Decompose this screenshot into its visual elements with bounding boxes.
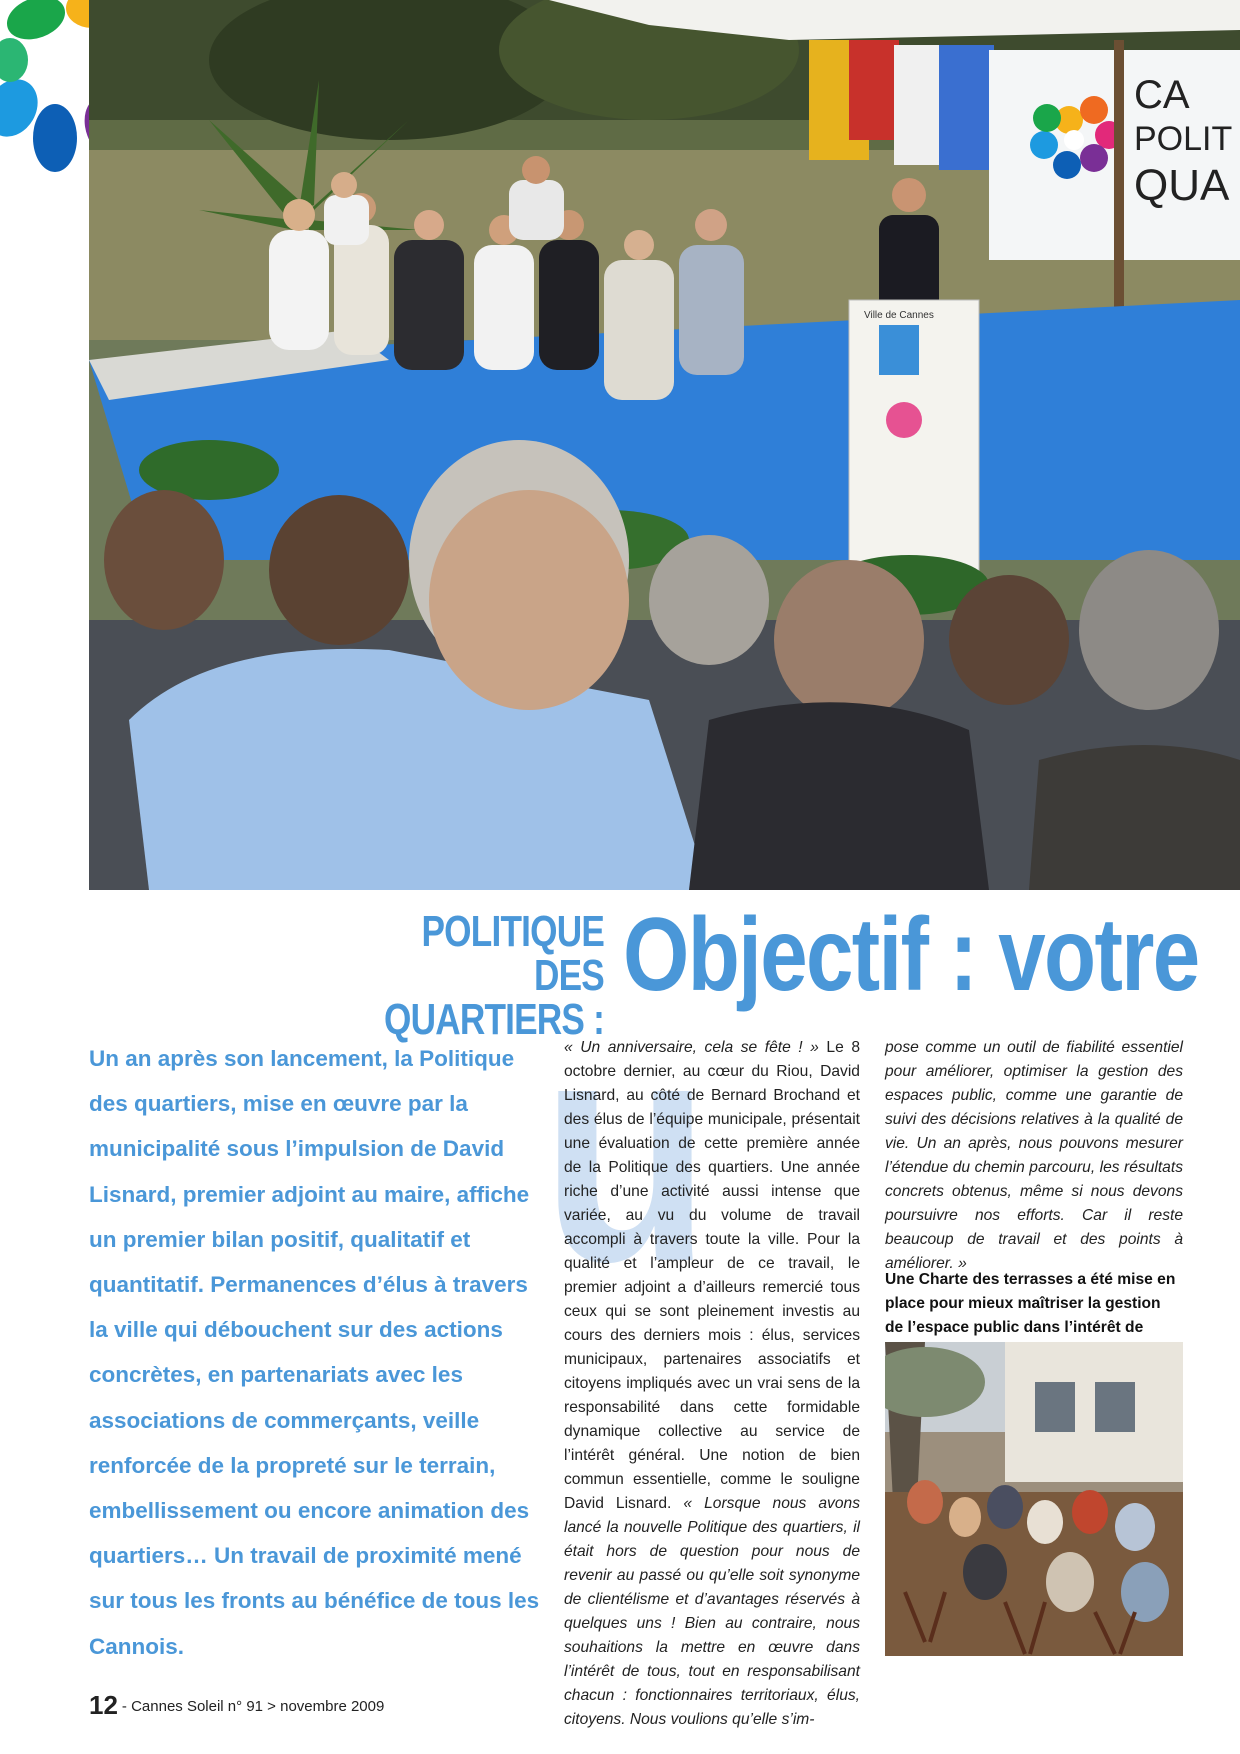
kicker-line-1: POLITIQUE DES xyxy=(421,907,604,1000)
issue-info: - Cannes Soleil n° 91 > novembre 2009 xyxy=(121,1698,385,1715)
lectern-text: Ville de Cannes xyxy=(864,310,934,321)
drop-cap-letter: u xyxy=(541,1010,711,1295)
photo-caption: Une Charte des terrasses a été mise en place pour mieux maîtriser la gestion de l’espace public dans l’intérêt de xyxy=(885,1271,1176,1336)
body-column-1 xyxy=(564,1036,860,1732)
page-title: Objectif : votre xyxy=(623,897,1199,1013)
quote-text: « Lorsque nous avons lancé la nouvelle Politique des quartiers, il était hors de question pour nous de revenir au passé ou qu’elle soit synonyme de clientélisme et d’avantages réservés à quelques uns ! Bien au contraire, nous souhaitions la mettre en œuvre dans l’intérêt de tous, tout en responsabilisant chacun : fonctionnaires territoriaux, élus, citoyens. Nous voulions qu’elle s’im- xyxy=(564,1495,860,1728)
banner-text-3: QUA xyxy=(1134,161,1230,210)
banner-text-2: POLIT xyxy=(1134,120,1233,158)
event-photo xyxy=(89,0,1240,890)
opening-quote: « Un anniversaire, cela se fête ! » xyxy=(564,1039,819,1056)
body-text: Le 8 octobre dernier, au cœur du Riou, David Lisnard, au côté de Bernard Brochand et des élus de l’équipe municipale, présentait une évaluation de cette première année de la Politique des quartiers. Une année riche d’une activité aussi intense que variée, au vu du volume de travail accompli à travers toute la ville. Pour la qualité et l’ampleur de ce travail, le premier adjoint a d’ailleurs remercié tous ceux qui se sont pleinement investis au cours des derniers mois : élus, services municipaux, partenaires associatifs et citoyens impliqués avec un vrai sens de la responsabilité dans cette formidable dynamique collective au service de l’intérêt général. Une notion de bien commun essentielle, comme le souligne David Lisnard. xyxy=(564,1039,860,1512)
page-footer xyxy=(89,1690,384,1721)
kicker-line-2: QUARTIERS : xyxy=(384,995,604,1044)
body-column-2: pose comme un outil de fiabilité essentiel pour améliorer, optimiser la gestion des espaces public, comme une garantie de suivi des décisions relatives à la qualité de vie. Un an après, nous pouvons mesurer l’étendue du chemin parcouru, les résultats concrets obtenus, même si nous devons poursuivre nos efforts. Car il reste beaucoup de travail et des points à améliorer. » xyxy=(885,1039,1183,1272)
page-number: 12 xyxy=(89,1690,118,1720)
banner-text-1: CA xyxy=(1134,73,1190,117)
terrace-photo xyxy=(885,1342,1183,1656)
intro-paragraph: Un an après son lancement, la Politique des quartiers, mise en œuvre par la municipalité sous l’impulsion de David Lisnard, premier adjoint au maire, affiche un premier bilan positif, qualitatif et quantitatif. Permanences d’élus à travers la ville qui débouchent sur des actions concrètes, en partenariats avec les associations de commerçants, veille renforcée de la propreté sur le terrain, embellissement ou encore animation des quartiers… Un travail de proximité mené sur tous les fronts au bénéfice de tous les Cannois. xyxy=(89,1046,540,1659)
